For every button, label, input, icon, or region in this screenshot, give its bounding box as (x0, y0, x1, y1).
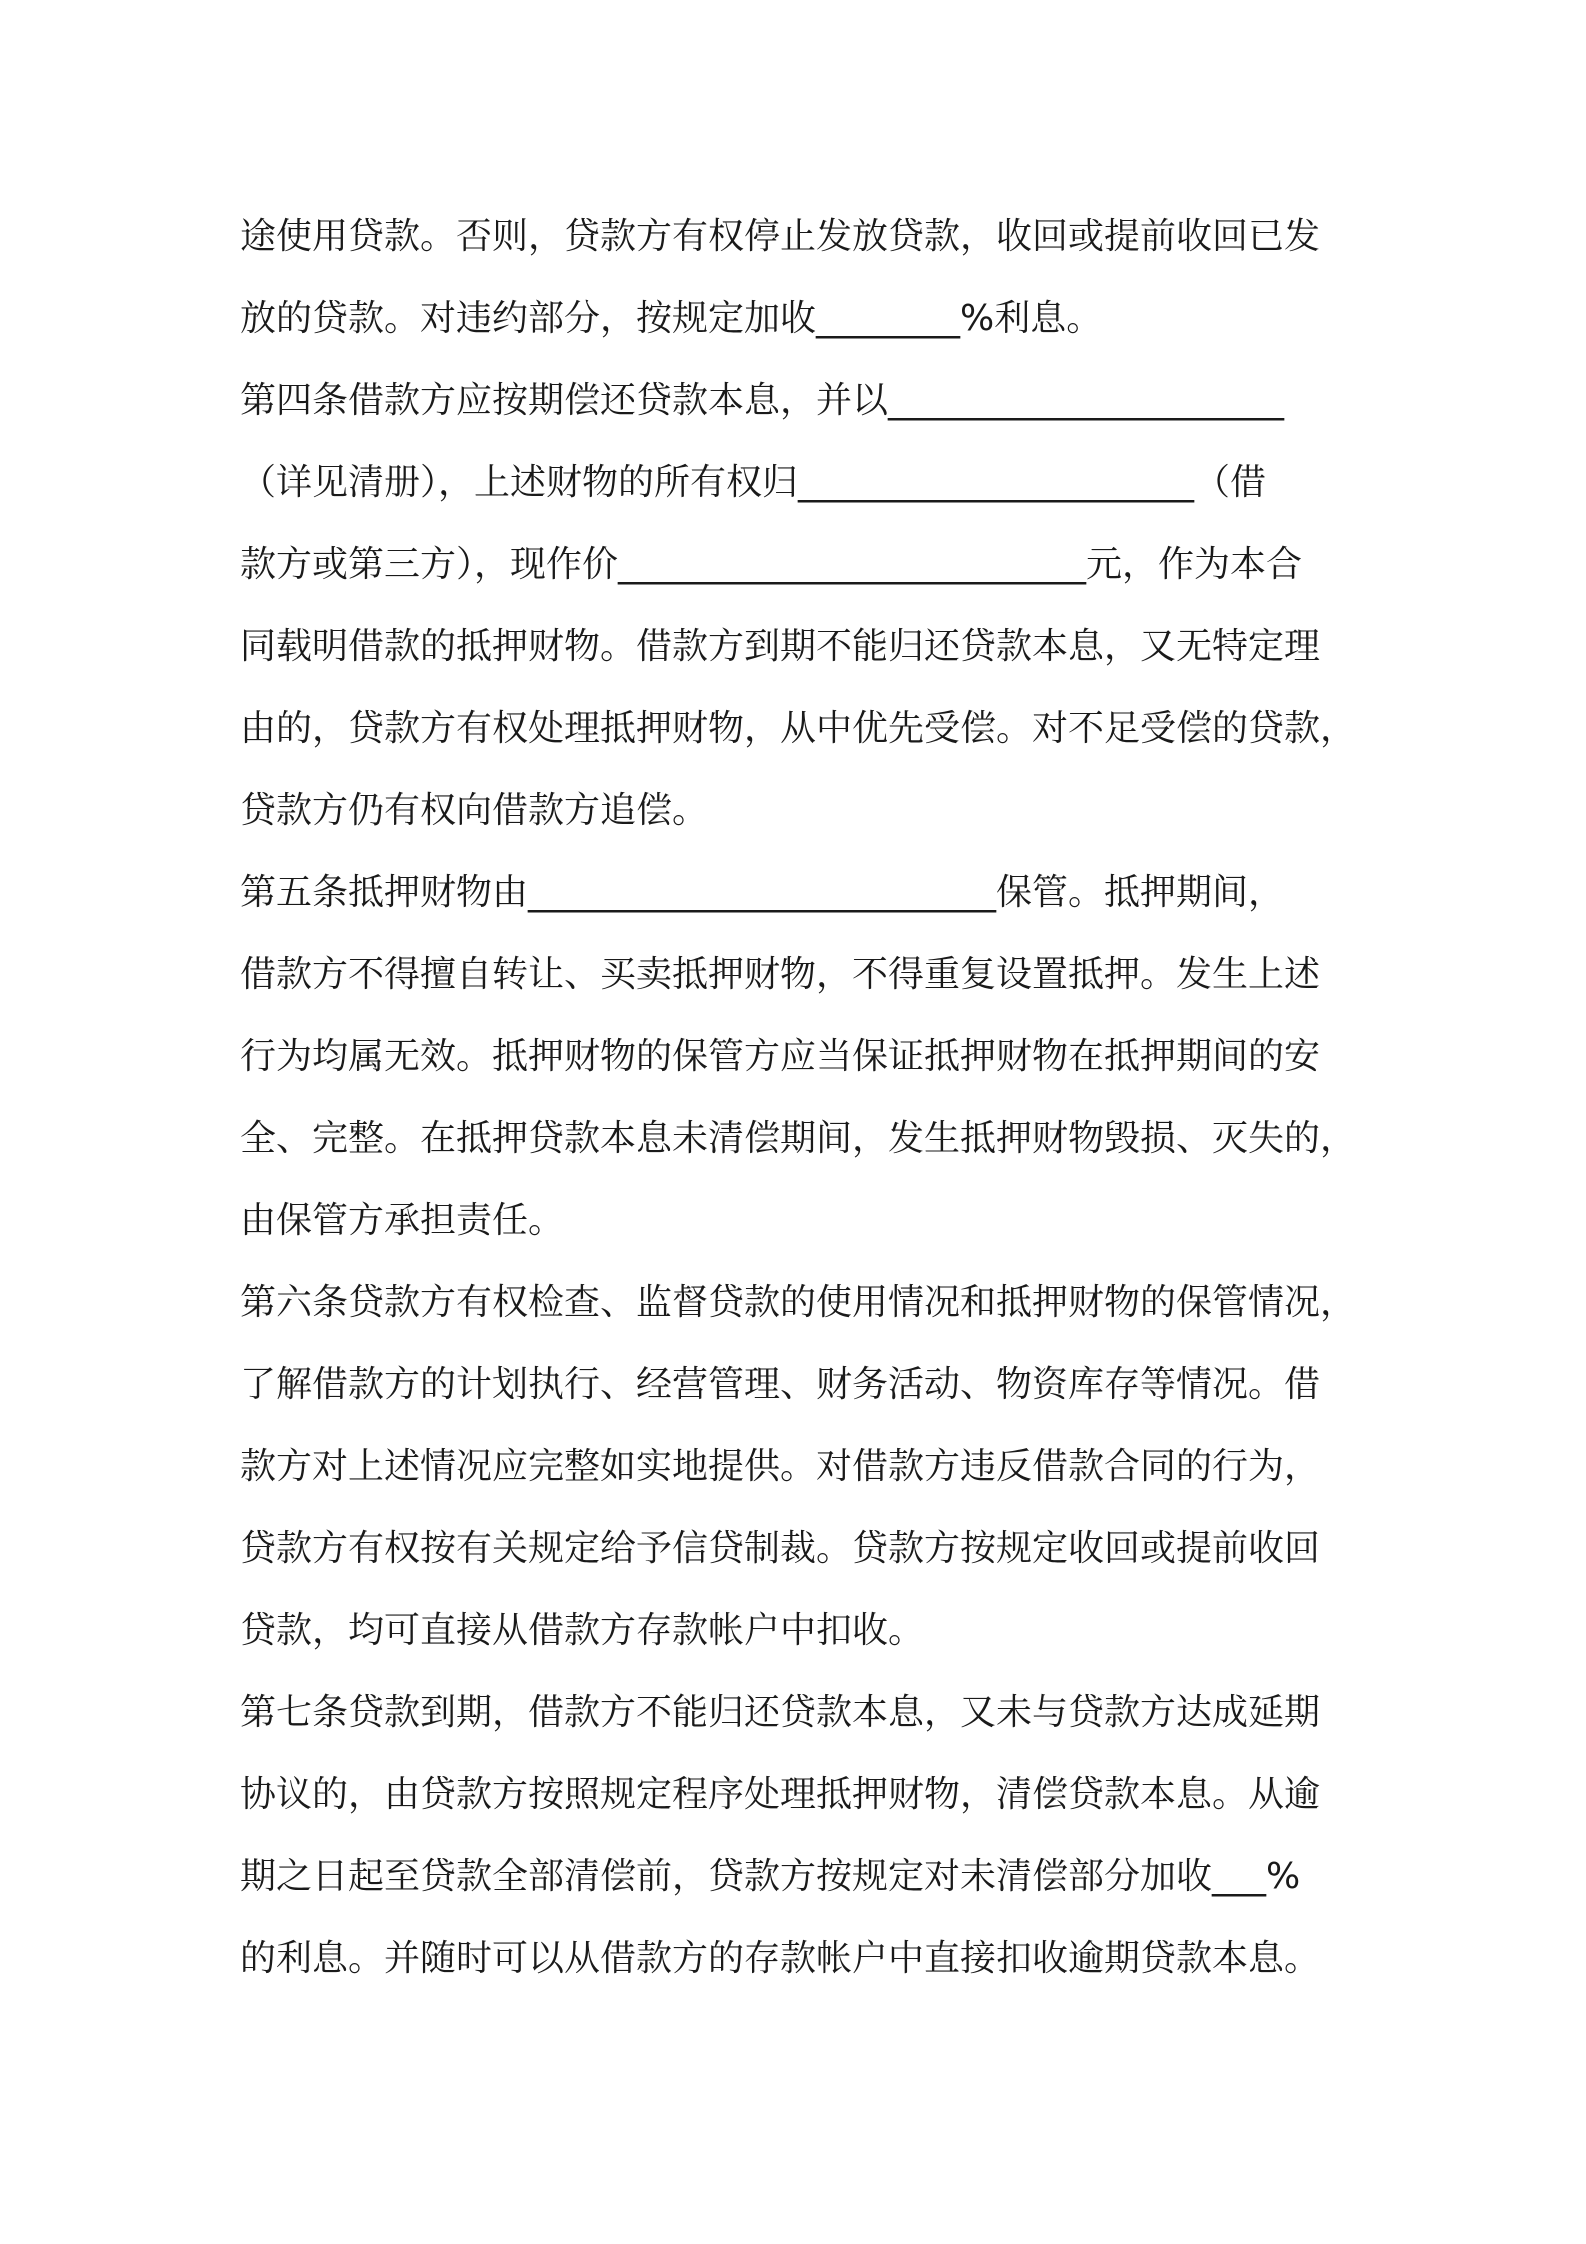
text-line: 贷款方仍有权向借款方追偿。 (240, 790, 709, 831)
text-line: 的利息。并随时可以从借款方的存款帐户中直接扣收逾期贷款本息。 (240, 1938, 1321, 1979)
text-line: 同载明借款的抵押财物。借款方到期不能归还贷款本息，又无特定理 (240, 626, 1321, 667)
text-line: 协议的，由贷款方按照规定程序处理抵押财物，清偿贷款本息。从逾 (240, 1774, 1321, 1815)
text-line: 贷款方有权按有关规定给予信贷制裁。贷款方按规定收回或提前收回 (240, 1528, 1321, 1569)
text-line: 途使用贷款。否则，贷款方有权停止发放贷款，收回或提前收回已发 (240, 216, 1321, 257)
text-line: 期之日起至贷款全部清偿前，贷款方按规定对未清偿部分加收___% (240, 1856, 1301, 1897)
text-line: （详见清册），上述财物的所有权归______________________（借 (240, 462, 1267, 503)
article-4-heading-line: 第四条借款方应按期偿还贷款本息，并以______________________ (240, 380, 1285, 421)
text-line: 款方或第三方），现作价__________________________元，作为本合 (240, 544, 1303, 585)
contract-text (240, 196, 1380, 2000)
text-line: 借款方不得擅自转让、买卖抵押财物，不得重复设置抵押。发生上述 (240, 954, 1321, 995)
text-line: 全、完整。在抵押贷款本息未清偿期间，发生抵押财物毁损、灭失的， (240, 1118, 1357, 1159)
article-7-heading-line: 第七条贷款到期，借款方不能归还贷款本息，又未与贷款方达成延期 (240, 1692, 1321, 1733)
text-line: 行为均属无效。抵押财物的保管方应当保证抵押财物在抵押期间的安 (240, 1036, 1321, 1077)
article-6-heading-line: 第六条贷款方有权检查、监督贷款的使用情况和抵押财物的保管情况， (240, 1282, 1357, 1323)
text-line: 了解借款方的计划执行、经营管理、财务活动、物资库存等情况。借 (240, 1364, 1321, 1405)
article-5-heading-line: 第五条抵押财物由__________________________保管。抵押期间， (240, 872, 1285, 913)
text-line: 由的，贷款方有权处理抵押财物，从中优先受偿。对不足受偿的贷款， (240, 708, 1357, 749)
text-line: 款方对上述情况应完整如实地提供。对借款方违反借款合同的行为， (240, 1446, 1321, 1487)
text-line: 由保管方承担责任。 (240, 1200, 565, 1241)
text-line: 放的贷款。对违约部分，按规定加收________%利息。 (240, 298, 1103, 339)
text-line: 贷款，均可直接从借款方存款帐户中扣收。 (240, 1610, 925, 1651)
